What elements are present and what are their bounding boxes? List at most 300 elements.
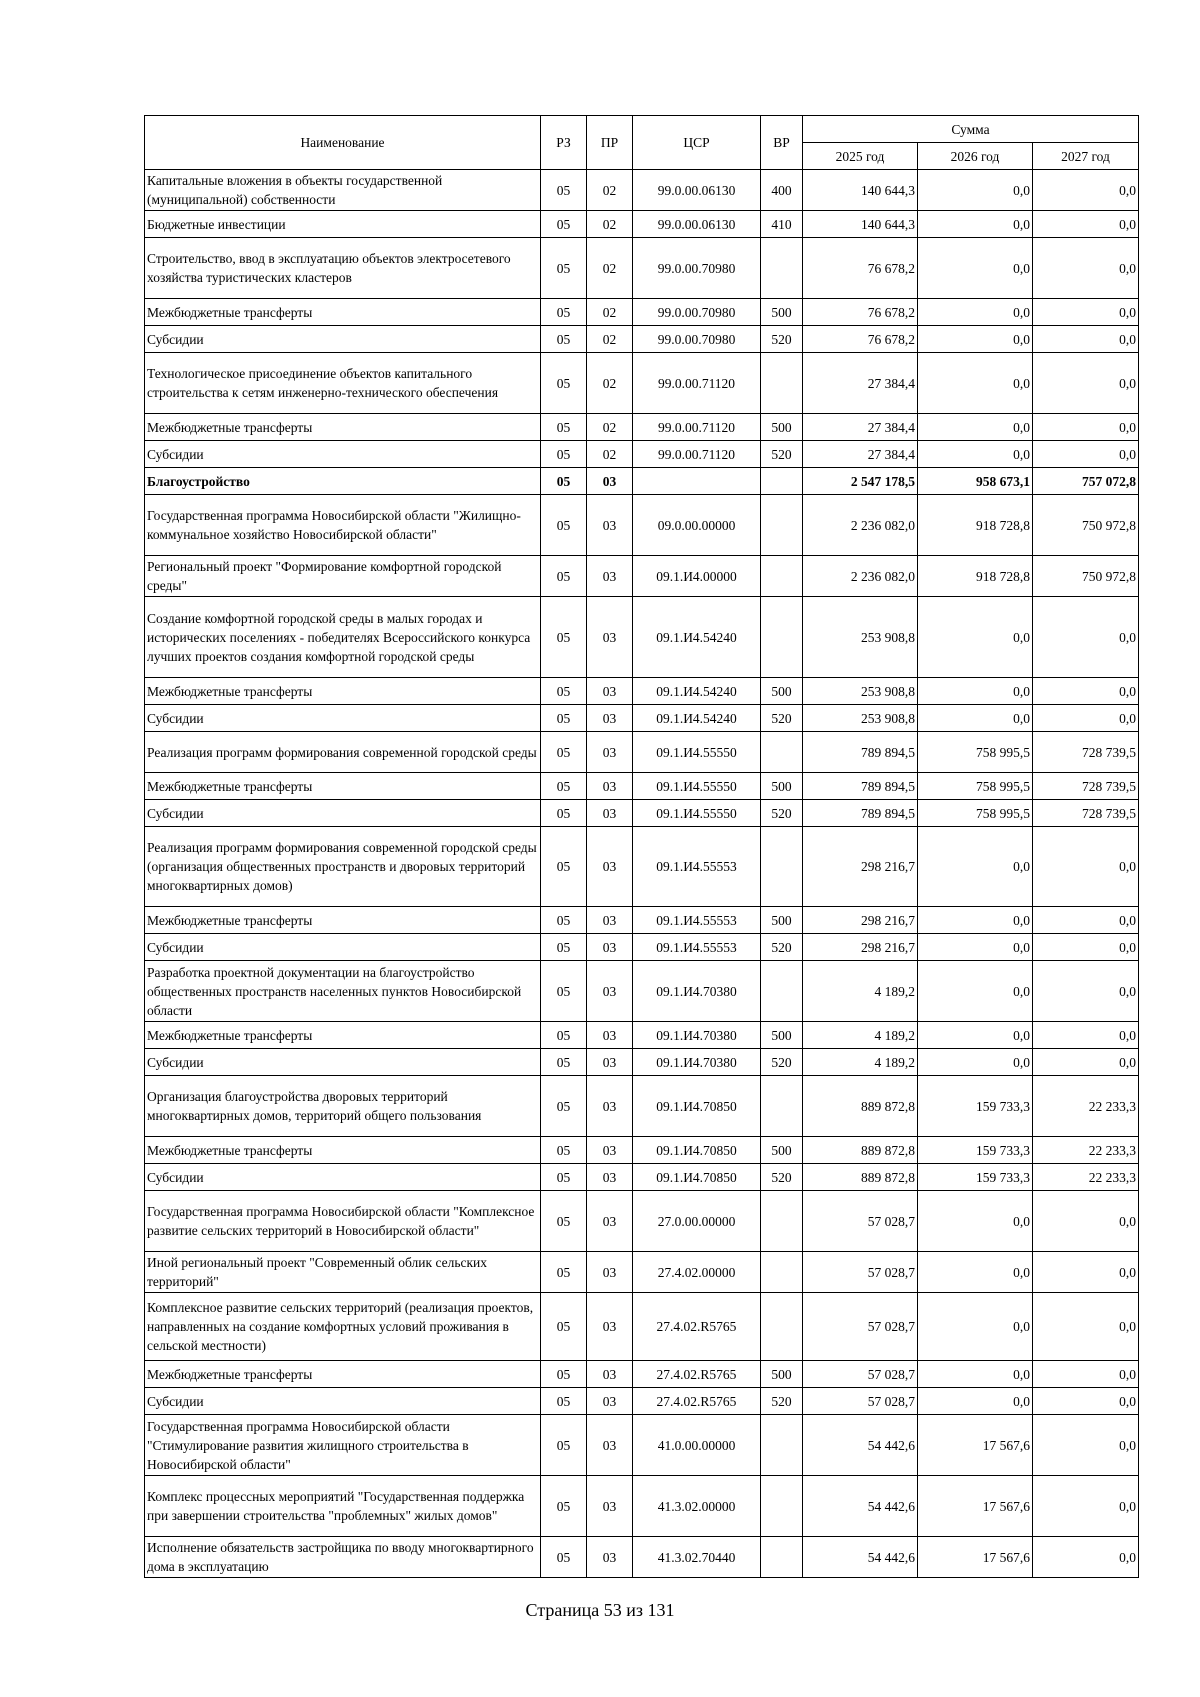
table-row	[145, 827, 1139, 907]
row-2025: 57 028,7	[803, 1361, 918, 1388]
row-pr: 03	[587, 1191, 633, 1252]
row-rz: 05	[541, 326, 587, 353]
row-pr: 02	[587, 414, 633, 441]
row-pr: 03	[587, 1137, 633, 1164]
row-rz: 05	[541, 678, 587, 705]
row-vr	[761, 556, 803, 597]
row-2027: 0,0	[1033, 678, 1139, 705]
row-2025: 889 872,8	[803, 1164, 918, 1191]
row-2025: 54 442,6	[803, 1415, 918, 1476]
row-vr	[761, 1191, 803, 1252]
row-vr: 500	[761, 1137, 803, 1164]
header-2025: 2025 год	[803, 143, 918, 170]
row-name: Строительство, ввод в эксплуатацию объектов электросетевого хозяйства туристических кластеров	[145, 238, 541, 299]
table-row	[145, 414, 1139, 441]
row-vr: 520	[761, 705, 803, 732]
row-2026: 159 733,3	[918, 1137, 1033, 1164]
row-2026: 958 673,1	[918, 468, 1033, 495]
row-csr: 09.1.И4.70380	[633, 961, 761, 1022]
table-body	[145, 170, 1139, 1578]
row-name: Межбюджетные трансферты	[145, 414, 541, 441]
row-vr	[761, 468, 803, 495]
row-name: Благоустройство	[145, 468, 541, 495]
row-2025: 253 908,8	[803, 705, 918, 732]
row-rz: 05	[541, 1049, 587, 1076]
row-csr: 41.3.02.70440	[633, 1537, 761, 1578]
row-name: Региональный проект "Формирование комфортной городской среды"	[145, 556, 541, 597]
row-name: Межбюджетные трансферты	[145, 907, 541, 934]
row-2026: 0,0	[918, 961, 1033, 1022]
row-pr: 03	[587, 1252, 633, 1293]
row-name: Межбюджетные трансферты	[145, 773, 541, 800]
row-2025: 2 547 178,5	[803, 468, 918, 495]
table-row	[145, 732, 1139, 773]
row-pr: 03	[587, 1076, 633, 1137]
row-csr: 27.4.02.R5765	[633, 1293, 761, 1361]
row-2025: 4 189,2	[803, 961, 918, 1022]
row-2026: 0,0	[918, 1252, 1033, 1293]
row-pr: 02	[587, 299, 633, 326]
row-vr	[761, 353, 803, 414]
row-2026: 0,0	[918, 934, 1033, 961]
row-csr: 09.1.И4.54240	[633, 705, 761, 732]
row-vr	[761, 1537, 803, 1578]
row-name: Межбюджетные трансферты	[145, 1022, 541, 1049]
row-name: Субсидии	[145, 934, 541, 961]
row-rz: 05	[541, 1293, 587, 1361]
row-name: Межбюджетные трансферты	[145, 1137, 541, 1164]
row-2027: 0,0	[1033, 238, 1139, 299]
row-2026: 159 733,3	[918, 1076, 1033, 1137]
row-vr	[761, 597, 803, 678]
table-row	[145, 1252, 1139, 1293]
row-pr: 03	[587, 1476, 633, 1537]
row-csr: 09.1.И4.55553	[633, 934, 761, 961]
row-csr: 09.1.И4.54240	[633, 597, 761, 678]
row-pr: 03	[587, 495, 633, 556]
table-row	[145, 678, 1139, 705]
row-vr: 500	[761, 414, 803, 441]
row-pr: 03	[587, 907, 633, 934]
row-2026: 0,0	[918, 597, 1033, 678]
row-csr: 99.0.00.71120	[633, 441, 761, 468]
row-csr: 99.0.00.70980	[633, 299, 761, 326]
row-rz: 05	[541, 495, 587, 556]
row-rz: 05	[541, 1415, 587, 1476]
row-pr: 03	[587, 1293, 633, 1361]
row-2025: 57 028,7	[803, 1293, 918, 1361]
row-2027: 0,0	[1033, 1252, 1139, 1293]
row-vr	[761, 1252, 803, 1293]
row-2026: 758 995,5	[918, 800, 1033, 827]
row-pr: 02	[587, 211, 633, 238]
table-row	[145, 1415, 1139, 1476]
row-csr: 09.1.И4.70850	[633, 1137, 761, 1164]
row-2026: 0,0	[918, 353, 1033, 414]
row-csr: 27.4.02.R5765	[633, 1388, 761, 1415]
row-2025: 4 189,2	[803, 1049, 918, 1076]
table-row	[145, 353, 1139, 414]
row-csr: 41.3.02.00000	[633, 1476, 761, 1537]
row-csr: 99.0.00.70980	[633, 238, 761, 299]
header-sum: Сумма	[803, 116, 1139, 143]
row-rz: 05	[541, 211, 587, 238]
row-2025: 2 236 082,0	[803, 495, 918, 556]
row-2027: 750 972,8	[1033, 495, 1139, 556]
row-name: Исполнение обязательств застройщика по вводу многоквартирного дома в эксплуатацию	[145, 1537, 541, 1578]
row-2027: 22 233,3	[1033, 1164, 1139, 1191]
row-rz: 05	[541, 827, 587, 907]
row-csr: 41.0.00.00000	[633, 1415, 761, 1476]
row-2027: 0,0	[1033, 414, 1139, 441]
row-csr: 09.1.И4.55550	[633, 800, 761, 827]
row-pr: 03	[587, 732, 633, 773]
table-row	[145, 1049, 1139, 1076]
row-pr: 03	[587, 678, 633, 705]
row-vr: 500	[761, 299, 803, 326]
table-row	[145, 1476, 1139, 1537]
row-2026: 0,0	[918, 211, 1033, 238]
row-2026: 159 733,3	[918, 1164, 1033, 1191]
table-row	[145, 1137, 1139, 1164]
row-name: Капитальные вложения в объекты государственной (муниципальной) собственности	[145, 170, 541, 211]
table-row	[145, 1388, 1139, 1415]
row-csr: 09.1.И4.00000	[633, 556, 761, 597]
row-2025: 54 442,6	[803, 1537, 918, 1578]
table-row	[145, 441, 1139, 468]
row-vr: 520	[761, 1049, 803, 1076]
row-pr: 03	[587, 961, 633, 1022]
row-2026: 758 995,5	[918, 732, 1033, 773]
row-vr: 400	[761, 170, 803, 211]
row-rz: 05	[541, 238, 587, 299]
row-2027: 0,0	[1033, 1361, 1139, 1388]
row-csr: 09.1.И4.70380	[633, 1022, 761, 1049]
row-vr	[761, 732, 803, 773]
header-vr: ВР	[761, 116, 803, 170]
table-row	[145, 597, 1139, 678]
row-name: Субсидии	[145, 705, 541, 732]
row-rz: 05	[541, 468, 587, 495]
row-2027: 0,0	[1033, 1022, 1139, 1049]
row-2025: 298 216,7	[803, 827, 918, 907]
row-2027: 0,0	[1033, 597, 1139, 678]
row-name: Субсидии	[145, 441, 541, 468]
row-2025: 54 442,6	[803, 1476, 918, 1537]
row-vr: 520	[761, 326, 803, 353]
row-2025: 57 028,7	[803, 1252, 918, 1293]
row-2026: 0,0	[918, 1022, 1033, 1049]
row-2025: 140 644,3	[803, 170, 918, 211]
row-vr: 520	[761, 1388, 803, 1415]
row-2027: 0,0	[1033, 1293, 1139, 1361]
row-pr: 03	[587, 1022, 633, 1049]
row-pr: 03	[587, 468, 633, 495]
row-vr	[761, 238, 803, 299]
row-2025: 27 384,4	[803, 441, 918, 468]
row-2027: 750 972,8	[1033, 556, 1139, 597]
row-rz: 05	[541, 1388, 587, 1415]
row-2027: 0,0	[1033, 211, 1139, 238]
row-rz: 05	[541, 1252, 587, 1293]
row-2027: 0,0	[1033, 1476, 1139, 1537]
row-vr: 500	[761, 678, 803, 705]
row-rz: 05	[541, 907, 587, 934]
row-2025: 4 189,2	[803, 1022, 918, 1049]
table-row	[145, 1537, 1139, 1578]
row-pr: 03	[587, 827, 633, 907]
row-2025: 76 678,2	[803, 238, 918, 299]
row-csr: 09.1.И4.55553	[633, 827, 761, 907]
row-vr: 520	[761, 1164, 803, 1191]
header-csr: ЦСР	[633, 116, 761, 170]
row-pr: 03	[587, 1361, 633, 1388]
row-2026: 758 995,5	[918, 773, 1033, 800]
row-pr: 03	[587, 597, 633, 678]
row-2025: 789 894,5	[803, 732, 918, 773]
row-vr: 520	[761, 800, 803, 827]
row-2025: 57 028,7	[803, 1388, 918, 1415]
row-pr: 03	[587, 705, 633, 732]
row-vr: 520	[761, 441, 803, 468]
row-2027: 728 739,5	[1033, 800, 1139, 827]
row-2026: 0,0	[918, 326, 1033, 353]
row-2026: 17 567,6	[918, 1415, 1033, 1476]
row-name: Создание комфортной городской среды в малых городах и исторических поселениях - победителях Всероссийского конкурса лучших проектов создания комфортной городской среды	[145, 597, 541, 678]
row-vr	[761, 1415, 803, 1476]
row-2025: 27 384,4	[803, 353, 918, 414]
row-2026: 918 728,8	[918, 556, 1033, 597]
table-header	[145, 116, 1139, 170]
row-name: Субсидии	[145, 1049, 541, 1076]
table-row	[145, 1191, 1139, 1252]
row-csr: 09.1.И4.55550	[633, 732, 761, 773]
row-rz: 05	[541, 732, 587, 773]
row-2027: 22 233,3	[1033, 1076, 1139, 1137]
row-name: Государственная программа Новосибирской области "Жилищно-коммунальное хозяйство Новосибирской области"	[145, 495, 541, 556]
row-2026: 0,0	[918, 170, 1033, 211]
row-2026: 0,0	[918, 1293, 1033, 1361]
row-2027: 0,0	[1033, 961, 1139, 1022]
row-rz: 05	[541, 705, 587, 732]
row-2026: 0,0	[918, 238, 1033, 299]
table-row	[145, 556, 1139, 597]
row-name: Реализация программ формирования современной городской среды (организация общественных пространств и дворовых территорий многоквартирных домов)	[145, 827, 541, 907]
row-2027: 0,0	[1033, 934, 1139, 961]
row-rz: 05	[541, 441, 587, 468]
row-2027: 0,0	[1033, 907, 1139, 934]
row-name: Субсидии	[145, 1164, 541, 1191]
row-2026: 0,0	[918, 1388, 1033, 1415]
table-row	[145, 705, 1139, 732]
row-vr: 410	[761, 211, 803, 238]
row-2026: 0,0	[918, 1049, 1033, 1076]
table-row	[145, 170, 1139, 211]
row-2025: 789 894,5	[803, 773, 918, 800]
row-2025: 253 908,8	[803, 597, 918, 678]
row-name: Реализация программ формирования современной городской среды	[145, 732, 541, 773]
row-csr: 27.4.02.00000	[633, 1252, 761, 1293]
row-pr: 02	[587, 326, 633, 353]
table-row	[145, 299, 1139, 326]
row-2025: 298 216,7	[803, 934, 918, 961]
row-2025: 27 384,4	[803, 414, 918, 441]
row-rz: 05	[541, 1137, 587, 1164]
row-rz: 05	[541, 170, 587, 211]
row-2025: 140 644,3	[803, 211, 918, 238]
row-rz: 05	[541, 299, 587, 326]
row-2025: 76 678,2	[803, 299, 918, 326]
row-2027: 757 072,8	[1033, 468, 1139, 495]
row-name: Организация благоустройства дворовых территорий многоквартирных домов, территорий общего пользования	[145, 1076, 541, 1137]
row-csr	[633, 468, 761, 495]
row-csr: 99.0.00.71120	[633, 353, 761, 414]
row-2027: 0,0	[1033, 1049, 1139, 1076]
row-2027: 0,0	[1033, 705, 1139, 732]
row-2027: 0,0	[1033, 299, 1139, 326]
row-2027: 728 739,5	[1033, 732, 1139, 773]
row-pr: 03	[587, 1415, 633, 1476]
row-2027: 0,0	[1033, 441, 1139, 468]
row-2026: 0,0	[918, 1361, 1033, 1388]
row-name: Комплекс процессных мероприятий "Государственная поддержка при завершении строительства "проблемных" жилых домов"	[145, 1476, 541, 1537]
row-vr: 500	[761, 1361, 803, 1388]
row-pr: 03	[587, 773, 633, 800]
row-2026: 0,0	[918, 414, 1033, 441]
row-rz: 05	[541, 556, 587, 597]
row-2027: 0,0	[1033, 1415, 1139, 1476]
row-2027: 0,0	[1033, 170, 1139, 211]
row-2027: 0,0	[1033, 1388, 1139, 1415]
row-csr: 27.4.02.R5765	[633, 1361, 761, 1388]
row-pr: 02	[587, 170, 633, 211]
row-name: Межбюджетные трансферты	[145, 299, 541, 326]
row-pr: 03	[587, 1388, 633, 1415]
row-rz: 05	[541, 353, 587, 414]
row-name: Межбюджетные трансферты	[145, 1361, 541, 1388]
row-rz: 05	[541, 773, 587, 800]
row-2026: 0,0	[918, 299, 1033, 326]
row-vr: 500	[761, 773, 803, 800]
row-pr: 02	[587, 353, 633, 414]
table-row	[145, 326, 1139, 353]
row-csr: 09.1.И4.55550	[633, 773, 761, 800]
row-name: Субсидии	[145, 800, 541, 827]
row-2026: 17 567,6	[918, 1476, 1033, 1537]
row-csr: 09.1.И4.70850	[633, 1076, 761, 1137]
row-rz: 05	[541, 934, 587, 961]
table-row	[145, 468, 1139, 495]
row-name: Иной региональный проект "Современный облик сельских территорий"	[145, 1252, 541, 1293]
row-csr: 09.1.И4.70850	[633, 1164, 761, 1191]
row-pr: 02	[587, 441, 633, 468]
table-row	[145, 495, 1139, 556]
header-rz: РЗ	[541, 116, 587, 170]
row-vr	[761, 961, 803, 1022]
row-pr: 03	[587, 556, 633, 597]
row-2026: 0,0	[918, 441, 1033, 468]
row-2027: 0,0	[1033, 326, 1139, 353]
row-name: Бюджетные инвестиции	[145, 211, 541, 238]
row-2025: 789 894,5	[803, 800, 918, 827]
header-2027: 2027 год	[1033, 143, 1139, 170]
table-row	[145, 800, 1139, 827]
row-name: Межбюджетные трансферты	[145, 678, 541, 705]
row-vr	[761, 1476, 803, 1537]
row-vr	[761, 1076, 803, 1137]
table-row	[145, 961, 1139, 1022]
row-rz: 05	[541, 1164, 587, 1191]
row-pr: 03	[587, 1164, 633, 1191]
row-2027: 0,0	[1033, 353, 1139, 414]
row-name: Государственная программа Новосибирской области "Стимулирование развития жилищного строительства в Новосибирской области"	[145, 1415, 541, 1476]
row-2025: 298 216,7	[803, 907, 918, 934]
row-csr: 09.1.И4.55553	[633, 907, 761, 934]
row-2025: 57 028,7	[803, 1191, 918, 1252]
table-row	[145, 211, 1139, 238]
row-2025: 253 908,8	[803, 678, 918, 705]
row-2026: 0,0	[918, 678, 1033, 705]
row-rz: 05	[541, 800, 587, 827]
row-rz: 05	[541, 414, 587, 441]
table-row	[145, 1293, 1139, 1361]
row-vr	[761, 495, 803, 556]
row-vr: 500	[761, 1022, 803, 1049]
header-name: Наименование	[145, 116, 541, 170]
row-rz: 05	[541, 597, 587, 678]
row-2026: 0,0	[918, 705, 1033, 732]
row-pr: 02	[587, 238, 633, 299]
row-pr: 03	[587, 1537, 633, 1578]
row-2027: 22 233,3	[1033, 1137, 1139, 1164]
table-row	[145, 1361, 1139, 1388]
table-row	[145, 1022, 1139, 1049]
row-rz: 05	[541, 1476, 587, 1537]
row-pr: 03	[587, 1049, 633, 1076]
row-name: Разработка проектной документации на благоустройство общественных пространств населенных пунктов Новосибирской области	[145, 961, 541, 1022]
table-row	[145, 238, 1139, 299]
row-2026: 0,0	[918, 907, 1033, 934]
row-pr: 03	[587, 934, 633, 961]
row-2027: 0,0	[1033, 1191, 1139, 1252]
page-number: Страница 53 из 131	[525, 1600, 675, 1620]
row-rz: 05	[541, 1076, 587, 1137]
row-name: Субсидии	[145, 1388, 541, 1415]
row-vr: 500	[761, 907, 803, 934]
row-csr: 09.1.И4.70380	[633, 1049, 761, 1076]
row-rz: 05	[541, 1537, 587, 1578]
row-csr: 09.0.00.00000	[633, 495, 761, 556]
row-csr: 27.0.00.00000	[633, 1191, 761, 1252]
row-2027: 0,0	[1033, 1537, 1139, 1578]
row-csr: 99.0.00.06130	[633, 170, 761, 211]
row-rz: 05	[541, 961, 587, 1022]
row-rz: 05	[541, 1361, 587, 1388]
table-row	[145, 1076, 1139, 1137]
header-pr: ПР	[587, 116, 633, 170]
row-name: Комплексное развитие сельских территорий (реализация проектов, направленных на создание комфортных условий проживания в сельской местности)	[145, 1293, 541, 1361]
table-row	[145, 934, 1139, 961]
table-row	[145, 1164, 1139, 1191]
row-2025: 2 236 082,0	[803, 556, 918, 597]
row-rz: 05	[541, 1191, 587, 1252]
row-2026: 0,0	[918, 1191, 1033, 1252]
row-name: Технологическое присоединение объектов капитального строительства к сетям инженерно-технического обеспечения	[145, 353, 541, 414]
row-2026: 0,0	[918, 827, 1033, 907]
row-rz: 05	[541, 1022, 587, 1049]
table-row	[145, 773, 1139, 800]
row-csr: 99.0.00.70980	[633, 326, 761, 353]
